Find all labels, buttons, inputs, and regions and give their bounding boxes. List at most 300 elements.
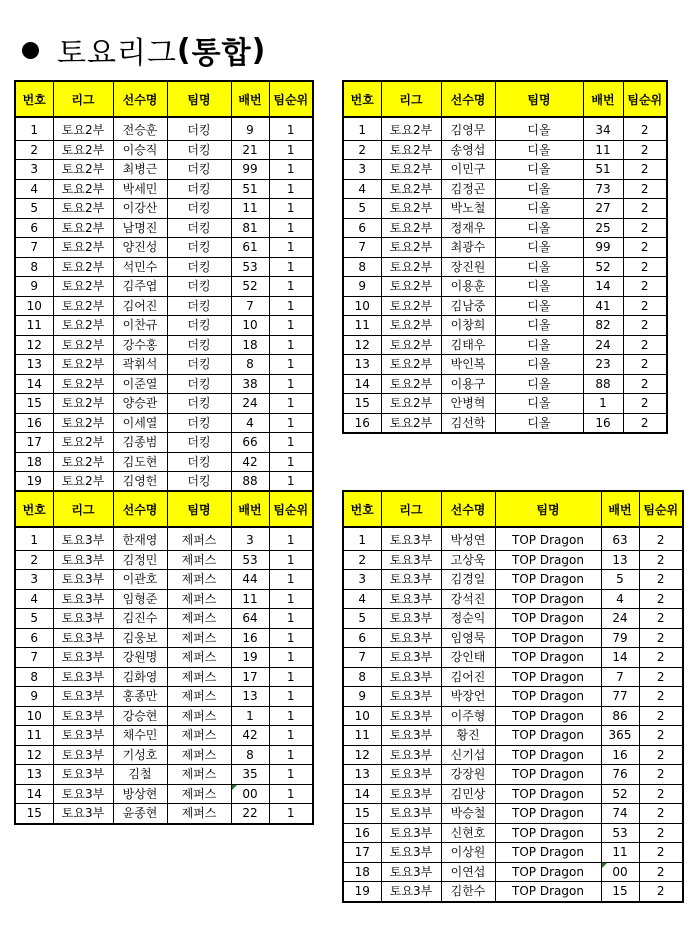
cell-back-number: 8 — [231, 745, 269, 765]
cell-player-name: 홍종만 — [113, 687, 167, 707]
cell-league: 토요2부 — [53, 179, 113, 199]
cell-player-name: 김민상 — [441, 784, 495, 804]
cell-no: 12 — [15, 335, 53, 355]
cell-team-rank: 1 — [269, 726, 313, 746]
cell-player-name: 이연섭 — [441, 862, 495, 882]
cell-player-name: 김도현 — [113, 452, 167, 472]
table-row — [15, 765, 313, 785]
header-no: 번호 — [343, 81, 381, 117]
table-row — [15, 628, 313, 648]
cell-team-name: 제퍼스 — [167, 527, 231, 550]
cell-team-name: 디올 — [495, 218, 583, 238]
cell-team-rank: 1 — [269, 648, 313, 668]
title-main: 토요리그 — [57, 36, 177, 71]
cell-league: 토요3부 — [381, 589, 441, 609]
cell-team-rank: 1 — [269, 316, 313, 336]
cell-player-name: 정재우 — [441, 218, 495, 238]
cell-team-name: 제퍼스 — [167, 765, 231, 785]
table-row — [343, 609, 683, 629]
header-player-name: 선수명 — [441, 491, 495, 527]
cell-back-number: 52 — [583, 257, 623, 277]
cell-back-number: 42 — [231, 726, 269, 746]
cell-back-number: 74 — [601, 804, 639, 824]
cell-no: 8 — [15, 257, 53, 277]
cell-team-name: 더킹 — [167, 218, 231, 238]
cell-no: 8 — [343, 257, 381, 277]
cell-back-number: 1 — [583, 394, 623, 414]
cell-team-rank: 2 — [639, 609, 683, 629]
cell-team-rank: 2 — [623, 374, 667, 394]
cell-team-name: 디올 — [495, 160, 583, 180]
cell-player-name: 강인태 — [441, 648, 495, 668]
cell-league: 토요2부 — [381, 179, 441, 199]
table-row — [343, 355, 667, 375]
header-team-rank: 팀순위 — [269, 491, 313, 527]
cell-league: 토요3부 — [381, 609, 441, 629]
cell-player-name: 강석진 — [441, 589, 495, 609]
cell-player-name: 한재영 — [113, 527, 167, 550]
table-row — [343, 628, 683, 648]
cell-back-number: 44 — [231, 570, 269, 590]
cell-back-number: 51 — [583, 160, 623, 180]
cell-team-name: 제퍼스 — [167, 726, 231, 746]
cell-back-number: 5 — [601, 570, 639, 590]
cell-back-number: 9 — [231, 117, 269, 140]
cell-team-rank: 1 — [269, 413, 313, 433]
cell-team-name: 디올 — [495, 117, 583, 140]
cell-league: 토요2부 — [381, 117, 441, 140]
roster-table-zephyrs — [14, 490, 314, 825]
cell-team-rank: 2 — [639, 648, 683, 668]
cell-league: 토요3부 — [381, 765, 441, 785]
table-row — [15, 199, 313, 219]
cell-back-number: 22 — [231, 804, 269, 824]
cell-no: 11 — [15, 726, 53, 746]
table-row — [343, 117, 667, 140]
table-row — [343, 882, 683, 902]
table-row — [343, 199, 667, 219]
cell-back-number: 4 — [231, 413, 269, 433]
cell-no: 3 — [343, 570, 381, 590]
cell-team-name: 제퍼스 — [167, 628, 231, 648]
header-league: 리그 — [53, 491, 113, 527]
cell-player-name: 김선학 — [441, 413, 495, 433]
cell-league: 토요3부 — [381, 648, 441, 668]
cell-league: 토요3부 — [381, 570, 441, 590]
header-back-number: 배번 — [231, 491, 269, 527]
cell-team-name: 더킹 — [167, 374, 231, 394]
header-row — [343, 81, 667, 117]
table-row — [343, 527, 683, 550]
cell-team-rank: 1 — [269, 160, 313, 180]
cell-no: 16 — [343, 823, 381, 843]
cell-team-rank: 2 — [639, 843, 683, 863]
cell-team-rank: 1 — [269, 667, 313, 687]
cell-back-number: 53 — [601, 823, 639, 843]
cell-team-name: TOP Dragon — [495, 570, 601, 590]
cell-back-number: 7 — [231, 296, 269, 316]
cell-no: 7 — [15, 238, 53, 258]
header-back-number: 배번 — [583, 81, 623, 117]
cell-league: 토요3부 — [381, 550, 441, 570]
table-row — [343, 726, 683, 746]
cell-player-name: 김한수 — [441, 882, 495, 902]
cell-back-number: 42 — [231, 452, 269, 472]
cell-team-rank: 2 — [623, 394, 667, 414]
cell-player-name: 강원명 — [113, 648, 167, 668]
cell-team-name: 더킹 — [167, 179, 231, 199]
cell-no: 6 — [343, 218, 381, 238]
cell-player-name: 김정곤 — [441, 179, 495, 199]
table-row — [343, 394, 667, 414]
cell-league: 토요3부 — [53, 589, 113, 609]
cell-team-name: TOP Dragon — [495, 843, 601, 863]
cell-player-name: 최병근 — [113, 160, 167, 180]
cell-back-number: 73 — [583, 179, 623, 199]
cell-team-rank: 1 — [269, 179, 313, 199]
cell-league: 토요3부 — [53, 726, 113, 746]
cell-no: 11 — [15, 316, 53, 336]
cell-team-name: TOP Dragon — [495, 823, 601, 843]
cell-back-number: 14 — [601, 648, 639, 668]
table-row — [343, 862, 683, 882]
cell-back-number: 14 — [583, 277, 623, 297]
cell-league: 토요2부 — [381, 257, 441, 277]
cell-back-number: 53 — [231, 550, 269, 570]
cell-team-name: 더킹 — [167, 472, 231, 492]
cell-no: 16 — [15, 413, 53, 433]
cell-league: 토요2부 — [381, 160, 441, 180]
cell-team-name: 디올 — [495, 374, 583, 394]
cell-team-name: 더킹 — [167, 257, 231, 277]
table-row — [343, 374, 667, 394]
cell-no: 6 — [15, 628, 53, 648]
cell-player-name: 윤종현 — [113, 804, 167, 824]
cell-player-name: 황진 — [441, 726, 495, 746]
header-player-name: 선수명 — [113, 81, 167, 117]
table-row — [343, 238, 667, 258]
cell-no: 9 — [15, 277, 53, 297]
cell-team-rank: 2 — [639, 527, 683, 550]
cell-team-rank: 2 — [639, 882, 683, 902]
cell-player-name: 이창희 — [441, 316, 495, 336]
table-row — [15, 433, 313, 453]
cell-team-name: 더킹 — [167, 335, 231, 355]
cell-no: 3 — [343, 160, 381, 180]
bullet-icon — [22, 42, 39, 59]
cell-player-name: 김화영 — [113, 667, 167, 687]
table-row — [15, 804, 313, 824]
table-row — [15, 316, 313, 336]
cell-player-name: 이민구 — [441, 160, 495, 180]
cell-league: 토요2부 — [53, 374, 113, 394]
cell-team-name: 더킹 — [167, 117, 231, 140]
cell-team-name: 제퍼스 — [167, 745, 231, 765]
table-row — [343, 687, 683, 707]
cell-team-name: 더킹 — [167, 140, 231, 160]
cell-league: 토요2부 — [381, 413, 441, 433]
header-league: 리그 — [53, 81, 113, 117]
roster-table-top-dragon — [342, 490, 684, 903]
cell-team-rank: 2 — [639, 862, 683, 882]
cell-team-rank: 1 — [269, 394, 313, 414]
cell-team-name: TOP Dragon — [495, 745, 601, 765]
table-row — [15, 472, 313, 492]
cell-team-rank: 2 — [639, 765, 683, 785]
cell-no: 13 — [343, 765, 381, 785]
cell-team-name: 제퍼스 — [167, 667, 231, 687]
cell-player-name: 기성호 — [113, 745, 167, 765]
cell-team-rank: 1 — [269, 199, 313, 219]
cell-no: 7 — [343, 648, 381, 668]
cell-no: 18 — [15, 452, 53, 472]
cell-player-name: 김철 — [113, 765, 167, 785]
cell-no: 6 — [15, 218, 53, 238]
table-row — [343, 570, 683, 590]
cell-league: 토요3부 — [381, 804, 441, 824]
cell-no: 9 — [15, 687, 53, 707]
cell-team-rank: 2 — [639, 570, 683, 590]
cell-league: 토요2부 — [381, 140, 441, 160]
cell-back-number: 86 — [601, 706, 639, 726]
cell-back-number: 4 — [601, 589, 639, 609]
cell-league: 토요2부 — [381, 218, 441, 238]
cell-league: 토요3부 — [53, 667, 113, 687]
cell-team-name: 더킹 — [167, 413, 231, 433]
cell-player-name: 정순익 — [441, 609, 495, 629]
cell-team-rank: 1 — [269, 706, 313, 726]
cell-player-name: 신현호 — [441, 823, 495, 843]
cell-team-name: 더킹 — [167, 160, 231, 180]
cell-team-rank: 1 — [269, 589, 313, 609]
cell-league: 토요2부 — [53, 117, 113, 140]
cell-player-name: 김웅보 — [113, 628, 167, 648]
cell-league: 토요2부 — [53, 296, 113, 316]
cell-team-rank: 2 — [623, 199, 667, 219]
cell-team-rank: 2 — [639, 589, 683, 609]
cell-back-number: 66 — [231, 433, 269, 453]
table-row — [15, 784, 313, 804]
cell-back-number: 38 — [231, 374, 269, 394]
cell-team-rank: 1 — [269, 527, 313, 550]
cell-back-number: 15 — [601, 882, 639, 902]
cell-no: 13 — [343, 355, 381, 375]
cell-back-number: 1 — [231, 706, 269, 726]
cell-back-number: 16 — [231, 628, 269, 648]
cell-league: 토요3부 — [381, 882, 441, 902]
cell-league: 토요2부 — [53, 472, 113, 492]
cell-league: 토요3부 — [53, 706, 113, 726]
cell-team-rank: 2 — [639, 823, 683, 843]
cell-league: 토요3부 — [381, 862, 441, 882]
cell-team-name: TOP Dragon — [495, 687, 601, 707]
cell-team-rank: 1 — [269, 765, 313, 785]
cell-player-name: 강승현 — [113, 706, 167, 726]
cell-no: 4 — [15, 179, 53, 199]
cell-league: 토요3부 — [53, 765, 113, 785]
cell-player-name: 김종범 — [113, 433, 167, 453]
cell-player-name: 김정민 — [113, 550, 167, 570]
cell-team-rank: 2 — [639, 726, 683, 746]
cell-back-number: 00 — [231, 784, 269, 804]
cell-team-name: 제퍼스 — [167, 570, 231, 590]
cell-team-rank: 1 — [269, 628, 313, 648]
cell-league: 토요2부 — [381, 394, 441, 414]
cell-team-name: 디올 — [495, 394, 583, 414]
table-row — [15, 570, 313, 590]
cell-player-name: 이강산 — [113, 199, 167, 219]
cell-back-number: 64 — [231, 609, 269, 629]
cell-back-number: 52 — [601, 784, 639, 804]
header-no: 번호 — [15, 81, 53, 117]
cell-back-number: 10 — [231, 316, 269, 336]
cell-league: 토요3부 — [53, 745, 113, 765]
cell-back-number: 63 — [601, 527, 639, 550]
cell-no: 9 — [343, 687, 381, 707]
cell-back-number: 81 — [231, 218, 269, 238]
cell-back-number: 16 — [583, 413, 623, 433]
header-row — [343, 491, 683, 527]
cell-team-rank: 2 — [639, 667, 683, 687]
cell-league: 토요2부 — [53, 413, 113, 433]
table-row — [15, 218, 313, 238]
cell-no: 12 — [343, 335, 381, 355]
cell-player-name: 이찬규 — [113, 316, 167, 336]
header-player-name: 선수명 — [441, 81, 495, 117]
cell-team-name: 디올 — [495, 296, 583, 316]
cell-back-number: 24 — [583, 335, 623, 355]
cell-team-rank: 2 — [639, 550, 683, 570]
cell-league: 토요3부 — [381, 706, 441, 726]
cell-team-rank: 2 — [639, 784, 683, 804]
table-row — [15, 160, 313, 180]
cell-team-rank: 2 — [639, 628, 683, 648]
table-row — [15, 726, 313, 746]
cell-no: 5 — [343, 609, 381, 629]
cell-team-rank: 2 — [623, 218, 667, 238]
cell-team-name: 디올 — [495, 179, 583, 199]
cell-player-name: 채수민 — [113, 726, 167, 746]
cell-player-name: 안병혁 — [441, 394, 495, 414]
cell-no: 5 — [343, 199, 381, 219]
cell-back-number: 21 — [231, 140, 269, 160]
cell-player-name: 강장원 — [441, 765, 495, 785]
cell-back-number: 18 — [231, 335, 269, 355]
table-row — [15, 140, 313, 160]
cell-team-name: 제퍼스 — [167, 589, 231, 609]
cell-league: 토요2부 — [53, 277, 113, 297]
cell-no: 4 — [343, 179, 381, 199]
cell-league: 토요2부 — [53, 140, 113, 160]
cell-team-rank: 1 — [269, 472, 313, 492]
cell-no: 9 — [343, 277, 381, 297]
cell-league: 토요2부 — [53, 335, 113, 355]
cell-player-name: 최광수 — [441, 238, 495, 258]
cell-league: 토요3부 — [53, 550, 113, 570]
cell-team-rank: 2 — [623, 257, 667, 277]
cell-team-name: 디올 — [495, 355, 583, 375]
table-row — [15, 238, 313, 258]
cell-player-name: 임영묵 — [441, 628, 495, 648]
table-row — [15, 706, 313, 726]
cell-team-rank: 1 — [269, 433, 313, 453]
cell-no: 2 — [343, 550, 381, 570]
cell-player-name: 이주형 — [441, 706, 495, 726]
cell-no: 11 — [343, 726, 381, 746]
cell-player-name: 남명진 — [113, 218, 167, 238]
cell-back-number: 41 — [583, 296, 623, 316]
cell-team-rank: 2 — [623, 413, 667, 433]
cell-team-rank: 2 — [623, 335, 667, 355]
cell-player-name: 박장언 — [441, 687, 495, 707]
cell-league: 토요3부 — [381, 784, 441, 804]
header-row — [15, 491, 313, 527]
title-sub: 통합 — [191, 36, 252, 71]
cell-team-name: 디올 — [495, 238, 583, 258]
cell-team-rank: 1 — [269, 238, 313, 258]
cell-team-rank: 1 — [269, 784, 313, 804]
cell-team-name: TOP Dragon — [495, 589, 601, 609]
cell-team-name: 제퍼스 — [167, 784, 231, 804]
table-row — [343, 160, 667, 180]
cell-team-name: TOP Dragon — [495, 648, 601, 668]
cell-back-number: 77 — [601, 687, 639, 707]
cell-team-rank: 1 — [269, 804, 313, 824]
cell-player-name: 김남중 — [441, 296, 495, 316]
cell-league: 토요3부 — [381, 745, 441, 765]
cell-player-name: 김태우 — [441, 335, 495, 355]
cell-player-name: 이용훈 — [441, 277, 495, 297]
cell-team-name: 제퍼스 — [167, 609, 231, 629]
cell-back-number: 99 — [583, 238, 623, 258]
cell-back-number: 76 — [601, 765, 639, 785]
cell-team-rank: 1 — [269, 296, 313, 316]
table-row — [343, 706, 683, 726]
cell-no: 4 — [15, 589, 53, 609]
header-league: 리그 — [381, 491, 441, 527]
cell-no: 1 — [15, 527, 53, 550]
table-row — [343, 296, 667, 316]
cell-back-number: 23 — [583, 355, 623, 375]
table-row — [343, 745, 683, 765]
cell-player-name: 김주엽 — [113, 277, 167, 297]
cell-team-name: TOP Dragon — [495, 706, 601, 726]
cell-team-name: 디올 — [495, 257, 583, 277]
table-row — [15, 452, 313, 472]
cell-league: 토요3부 — [381, 527, 441, 550]
cell-no: 2 — [343, 140, 381, 160]
cell-no: 14 — [15, 784, 53, 804]
cell-back-number: 24 — [231, 394, 269, 414]
cell-no: 10 — [343, 296, 381, 316]
cell-player-name: 김진수 — [113, 609, 167, 629]
cell-player-name: 곽휘석 — [113, 355, 167, 375]
table-row — [343, 277, 667, 297]
cell-team-rank: 2 — [623, 355, 667, 375]
table-row — [15, 527, 313, 550]
cell-no: 14 — [15, 374, 53, 394]
cell-back-number: 11 — [231, 589, 269, 609]
cell-player-name: 박인복 — [441, 355, 495, 375]
table-row — [343, 257, 667, 277]
cell-league: 토요2부 — [53, 452, 113, 472]
table-row — [343, 784, 683, 804]
cell-player-name: 임형준 — [113, 589, 167, 609]
cell-back-number: 99 — [231, 160, 269, 180]
table-row — [15, 296, 313, 316]
cell-player-name: 장진원 — [441, 257, 495, 277]
cell-team-name: 디올 — [495, 316, 583, 336]
